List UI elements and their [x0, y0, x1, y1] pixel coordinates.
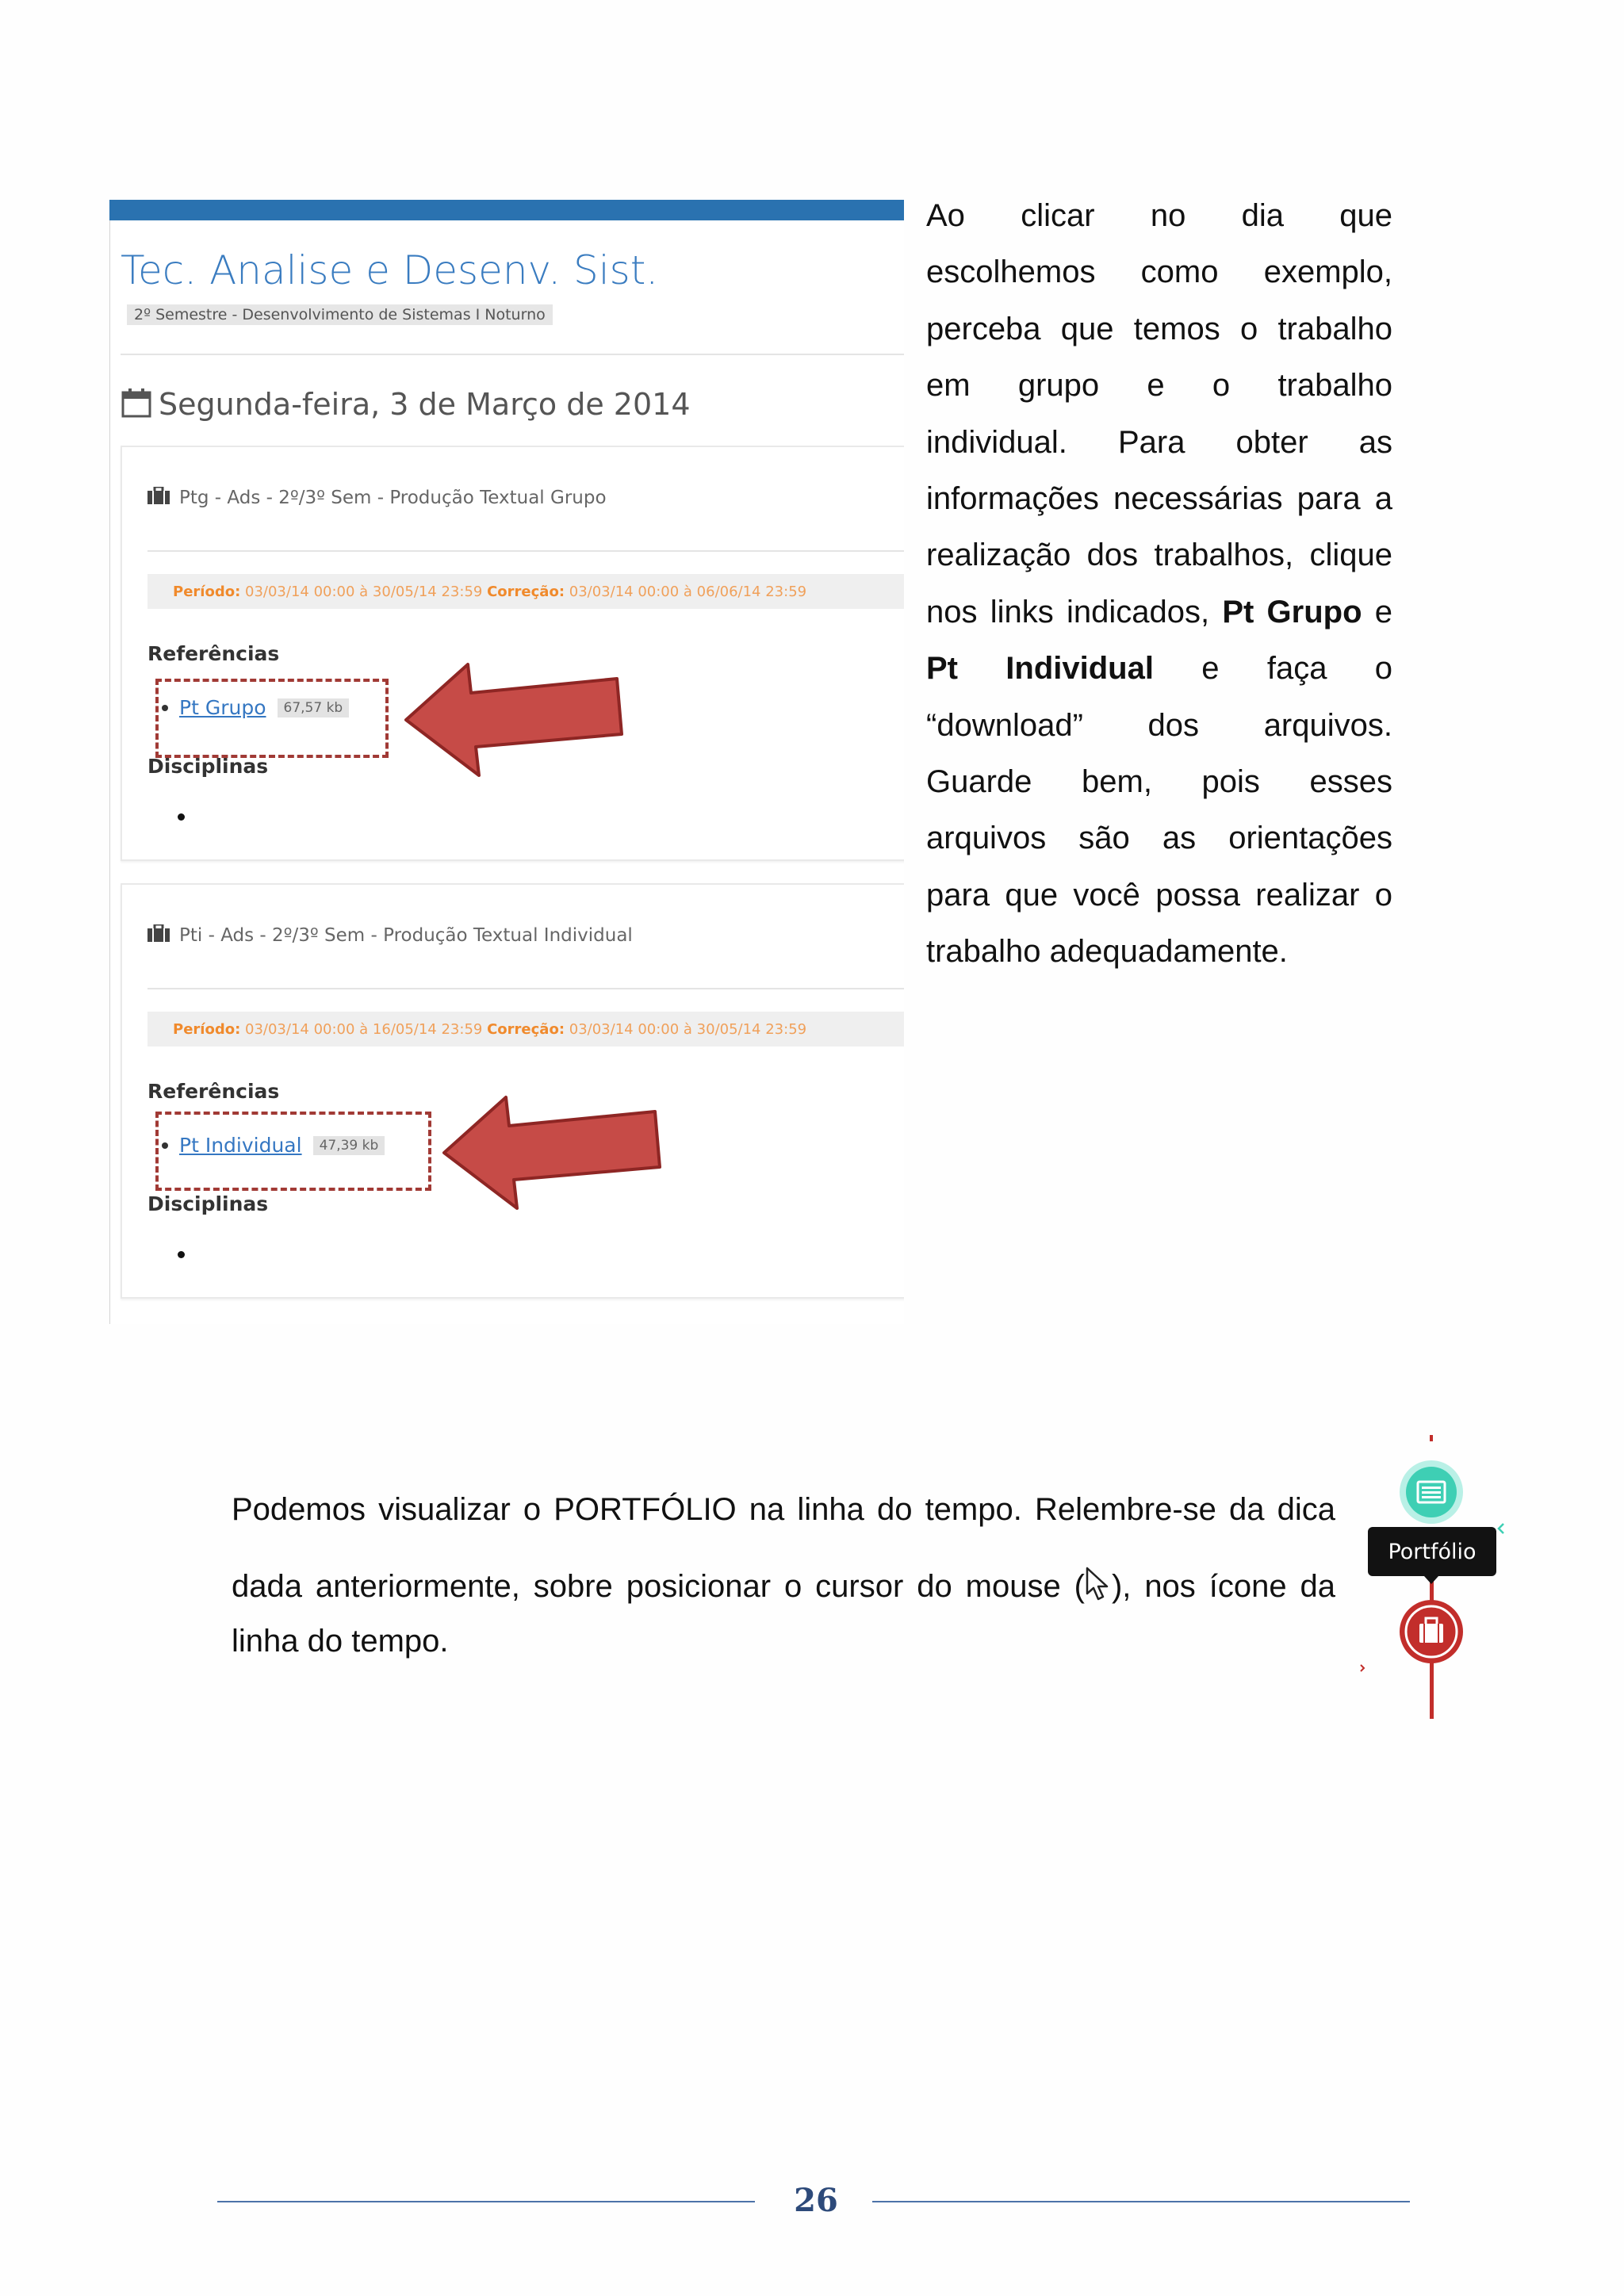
card-title: Ptg - Ads - 2º/3º Sem - Produção Textual Grupo — [179, 487, 607, 508]
correction-label: Correção: — [487, 1020, 565, 1038]
text-line: para que você possa realizar o — [926, 877, 1392, 913]
pt-grupo-link[interactable]: Pt Grupo — [179, 696, 266, 719]
briefcase-icon — [147, 924, 170, 946]
text-line: linha do tempo. — [232, 1624, 449, 1659]
period-value: 03/03/14 00:00 à 30/05/14 23:59 — [245, 583, 483, 600]
text-span: ), nos ícone da — [1111, 1569, 1336, 1604]
text-line — [926, 641, 1392, 697]
footer-rule-right — [872, 2201, 1410, 2202]
divider — [147, 988, 904, 989]
period-value: 03/03/14 00:00 à 16/05/14 23:59 — [245, 1020, 483, 1038]
header-bar — [109, 200, 904, 220]
references-heading: Referências — [147, 642, 280, 665]
file-size-badge: 67,57 kb — [278, 698, 350, 718]
divider — [147, 550, 904, 552]
text-span: e — [1201, 651, 1220, 687]
text-span: o — [1374, 651, 1392, 687]
bold-term-individual: Individual — [1005, 651, 1154, 687]
disciplines-heading: Disciplinas — [147, 755, 269, 778]
period-label: Período: — [173, 1020, 241, 1038]
text-line: individual. Para obter as — [926, 424, 1392, 460]
course-subtitle-badge: 2º Semestre - Desenvolvimento de Sistemas I Noturno — [127, 304, 553, 325]
text-line: Ao clicar no dia que — [926, 198, 1392, 233]
pt-individual-link[interactable]: Pt Individual — [179, 1134, 302, 1157]
empty-list-bullet — [178, 1251, 185, 1258]
text-line: Podemos visualizar o PORTFÓLIO na linha do tempo. Relembre-se da dica — [232, 1492, 1335, 1527]
card-header — [147, 487, 607, 508]
timeline-node-briefcase-icon[interactable] — [1398, 1598, 1465, 1665]
correction-value: 03/03/14 00:00 à 30/05/14 23:59 — [569, 1020, 807, 1038]
activity-card-group — [121, 446, 904, 861]
correction-value: 03/03/14 00:00 à 06/06/14 23:59 — [569, 583, 807, 600]
left-border — [109, 220, 110, 1324]
text-line: perceba que temos o trabalho — [926, 311, 1392, 346]
embedded-screenshot — [109, 200, 904, 1324]
text-line: trabalho adequadamente. — [926, 934, 1288, 970]
portfolio-tooltip: Portfólio — [1368, 1527, 1496, 1576]
tooltip-pointer — [1424, 1576, 1438, 1584]
disciplines-heading: Disciplinas — [147, 1192, 269, 1215]
bold-term-pt-grupo: Pt Grupo — [1222, 594, 1362, 629]
pointer-arrow-individual — [438, 1091, 663, 1210]
mouse-cursor-icon — [1085, 1567, 1112, 1601]
bold-term-pt: Pt — [926, 651, 958, 687]
text-span: nos links indicados, — [926, 594, 1210, 629]
divider — [121, 354, 904, 355]
text-span: faça — [1266, 651, 1327, 687]
text-line: “download” dos arquivos. — [926, 707, 1392, 743]
card-title: Pti - Ads - 2º/3º Sem - Produção Textual Individual — [179, 924, 633, 946]
date-label: Segunda-feira, 3 de Março de 2014 — [159, 387, 691, 422]
period-bar — [147, 1012, 904, 1047]
empty-list-bullet — [178, 813, 185, 821]
text-line: Guarde bem, pois esses — [926, 763, 1392, 799]
page-number: 26 — [794, 2182, 838, 2219]
course-title: Tec. Analise e Desenv. Sist. — [121, 247, 659, 293]
highlight-box-individual — [155, 1112, 431, 1191]
text-span: dada anteriormente, sobre posicionar o cursor do mouse ( — [232, 1569, 1085, 1604]
text-line: em grupo e o trabalho — [926, 368, 1392, 404]
text-line — [926, 584, 1392, 641]
highlight-box-group — [155, 679, 389, 758]
timeline-node-list-icon[interactable] — [1400, 1460, 1463, 1524]
text-line: arquivos são as orientações — [926, 821, 1392, 856]
instruction-paragraph — [926, 188, 1392, 980]
pointer-arrow-group — [400, 658, 625, 777]
calendar-icon — [121, 387, 152, 423]
correction-label: Correção: — [487, 583, 565, 600]
references-heading: Referências — [147, 1080, 280, 1103]
text-line: escolhemos como exemplo, — [926, 254, 1392, 290]
text-line: realização dos trabalhos, clique — [926, 538, 1392, 573]
period-bar — [147, 574, 904, 609]
period-label: Período: — [173, 583, 241, 600]
text-span: e — [1374, 594, 1392, 629]
date-header — [121, 382, 691, 427]
text-line — [232, 1567, 1335, 1605]
text-line: informações necessárias para a — [926, 480, 1392, 516]
timeline-widget — [1348, 1435, 1507, 1728]
card-header — [147, 924, 633, 946]
briefcase-icon — [147, 487, 170, 508]
file-size-badge: 47,39 kb — [313, 1136, 385, 1155]
footer-rule-left — [217, 2201, 755, 2202]
